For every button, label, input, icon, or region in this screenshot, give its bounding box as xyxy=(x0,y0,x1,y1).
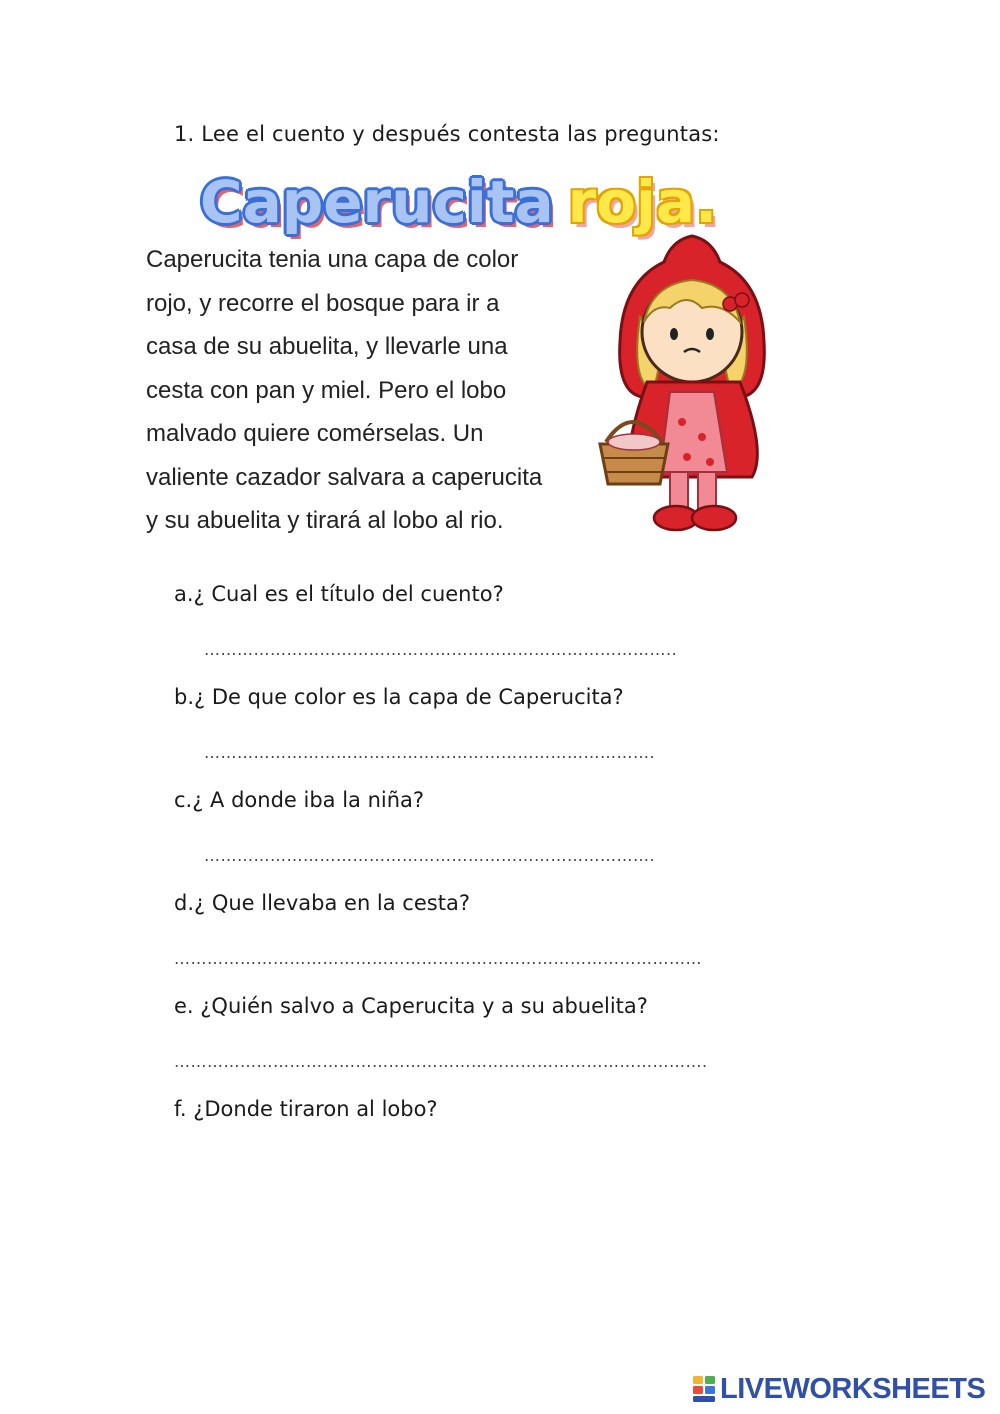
story-line: casa de su abuelita, y llevarle una xyxy=(146,333,508,360)
red-riding-hood-illustration xyxy=(592,222,792,552)
answer-line-b[interactable]: ………………………………………………………………………. xyxy=(204,743,656,762)
question-b: b.¿ De que color es la capa de Caperucita? xyxy=(174,685,624,709)
story-line: rojo, y recorre el bosque para ir a xyxy=(146,289,500,317)
instruction-text: 1. Lee el cuento y después contesta las preguntas: xyxy=(174,122,720,146)
title-roja: roja. xyxy=(567,168,718,236)
story-text xyxy=(146,238,606,543)
title-caperucita: Caperucita xyxy=(200,168,554,236)
question-a: a.¿ Cual es el título del cuento? xyxy=(174,582,504,606)
logo-text: LIVEWORKSHEETS xyxy=(720,1372,986,1405)
question-d: d.¿ Que llevaba en la cesta? xyxy=(174,891,470,915)
question-e: e. ¿Quién salvo a Caperucita y a su abuelita? xyxy=(174,994,648,1018)
liveworksheets-logo xyxy=(692,1372,985,1406)
story-line: malvado quiere comérselas. Un xyxy=(146,420,484,447)
question-c: c.¿ A donde iba la niña? xyxy=(174,788,425,812)
story-line: y su abuelita y tirará al lobo al rio. xyxy=(146,507,504,534)
liveworksheets-logo-icon xyxy=(692,1374,716,1404)
answer-line-a[interactable]: ………………………………………………………………………….. xyxy=(204,640,678,659)
story-line: valiente cazador salvara a caperucita xyxy=(146,463,543,491)
story-line: Caperucita tenia una capa de color xyxy=(146,246,519,273)
answer-line-d[interactable]: …………………………………………………………………………………… xyxy=(174,949,702,968)
answer-line-e[interactable]: ……………………………………………………………………………………. xyxy=(174,1052,708,1071)
question-f: f. ¿Donde tiraron al lobo? xyxy=(174,1097,438,1121)
story-line: cesta con pan y miel. Pero el lobo xyxy=(146,376,507,404)
answer-line-c[interactable]: ………………………………………………………………………. xyxy=(204,846,656,865)
